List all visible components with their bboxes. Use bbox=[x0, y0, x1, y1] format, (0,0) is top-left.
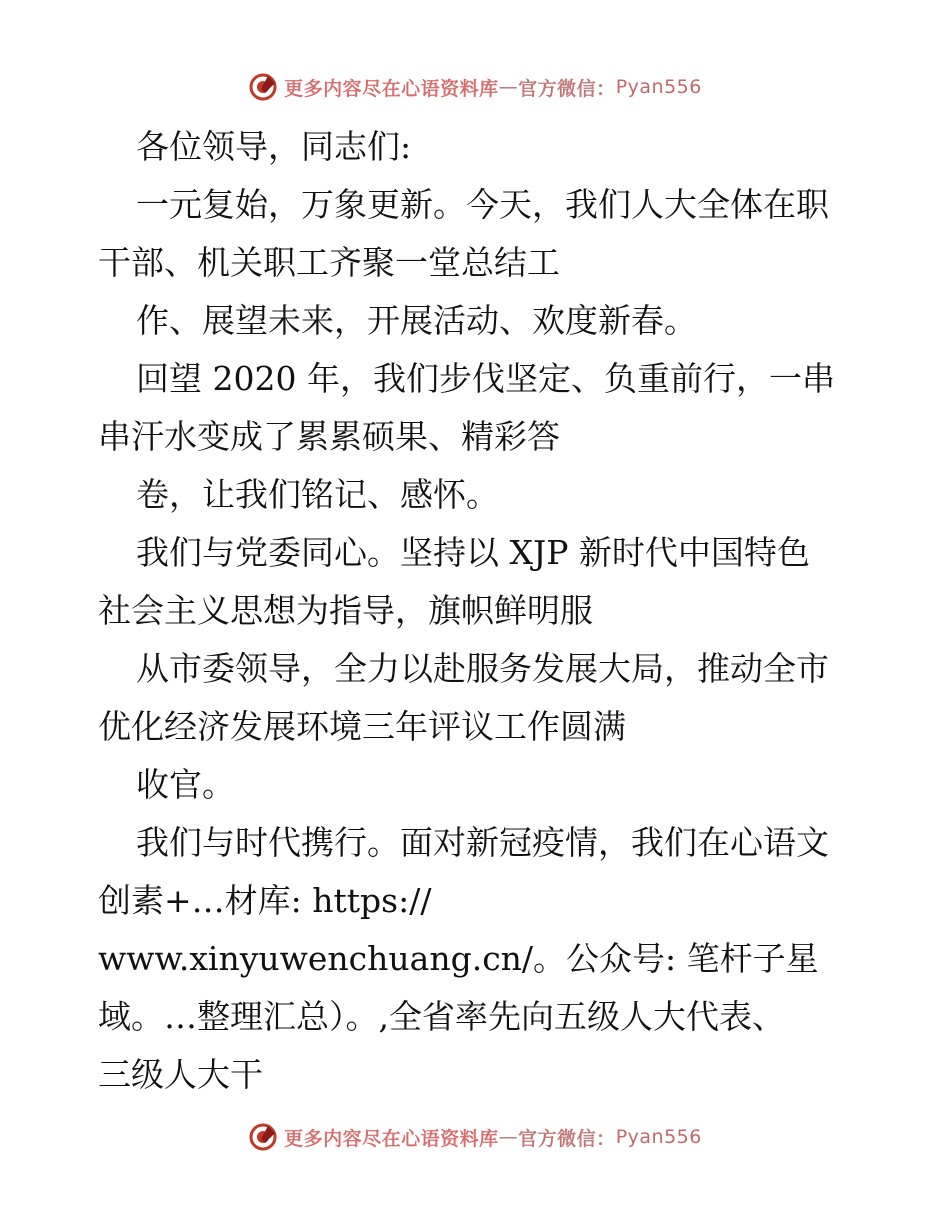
banner-separator: — bbox=[498, 76, 519, 98]
text-line: 我们与时代携行。面对新冠疫情，我们在心语文 bbox=[136, 823, 829, 862]
header-banner bbox=[0, 72, 950, 102]
seal-logo-icon bbox=[248, 72, 278, 102]
banner-wechat-label: 官方微信： bbox=[518, 77, 616, 100]
text-line: 收官。 bbox=[136, 765, 235, 804]
text-line: 从市委领导，全力以赴服务发展大局，推动全市 bbox=[136, 649, 829, 688]
text-line: 域。…整理汇总）。,全省率先向五级人大代表、 bbox=[98, 997, 785, 1036]
text-line: 三级人大干 bbox=[98, 1055, 263, 1094]
text-line: 回望 2020 年，我们步伐坚定、负重前行，一串 bbox=[136, 359, 835, 398]
footer-banner bbox=[0, 1122, 950, 1152]
text-line: 作、展望未来，开展活动、欢度新春。 bbox=[136, 301, 697, 340]
text-line: www.xinyuwenchuang.cn/。公众号: 笔杆子星 bbox=[98, 939, 819, 978]
seal-logo-icon bbox=[248, 1122, 278, 1152]
text-line: 优化经济发展环境三年评议工作圆满 bbox=[98, 707, 626, 746]
text-line: 创素+…材库: https:// bbox=[98, 881, 432, 920]
banner-wechat-label: 官方微信： bbox=[518, 1127, 616, 1150]
text-line: 一元复始，万象更新。今天，我们人大全体在职 bbox=[136, 185, 829, 224]
text-line: 卷，让我们铭记、感怀。 bbox=[136, 475, 499, 514]
banner-wechat-id: Pyan556 bbox=[615, 1126, 702, 1148]
text-line: 干部、机关职工齐聚一堂总结工 bbox=[98, 243, 560, 282]
document-body bbox=[98, 118, 858, 1104]
banner-wechat-id: Pyan556 bbox=[615, 76, 702, 98]
banner-separator: — bbox=[498, 1126, 519, 1148]
banner-main-text: 更多内容尽在心语资料库 bbox=[284, 1127, 499, 1150]
text-line: 我们与党委同心。坚持以 XJP 新时代中国特色 bbox=[136, 533, 810, 572]
text-line: 串汗水变成了累累硕果、精彩答 bbox=[98, 417, 560, 456]
banner-main-text: 更多内容尽在心语资料库 bbox=[284, 77, 499, 100]
text-line: 社会主义思想为指导，旗帜鲜明服 bbox=[98, 591, 593, 630]
text-line: 各位领导，同志们: bbox=[136, 127, 412, 166]
